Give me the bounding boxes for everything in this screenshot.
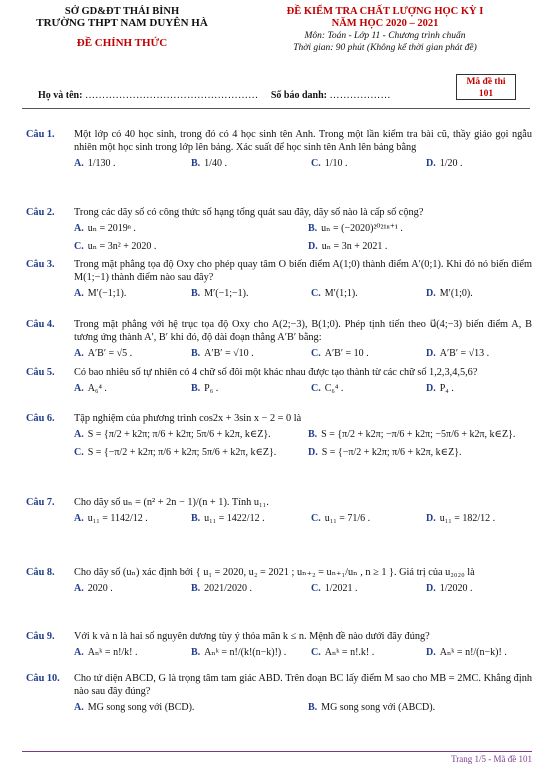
option-letter: B.	[191, 647, 201, 658]
options-grid	[74, 428, 532, 464]
header-divider	[22, 108, 530, 109]
options-row	[74, 701, 532, 717]
option-text: u₁₁ = 71/6 .	[324, 513, 371, 524]
option-d[interactable]	[426, 582, 473, 595]
option-text: A′B′ = √10 .	[204, 348, 254, 359]
footer-divider	[22, 751, 532, 752]
option-c[interactable]	[311, 157, 348, 170]
option-letter: A.	[74, 383, 84, 394]
option-text: S = {−π/2 + k2π; π/6 + k2π; 5π/6 + k2π, k∈Z}.	[87, 447, 277, 458]
option-text: 2020 .	[87, 583, 113, 594]
option-letter: D.	[426, 348, 436, 359]
option-text: Aₙᵏ = n!/(k!(n−k)!) .	[204, 647, 287, 658]
option-letter: B.	[191, 583, 201, 594]
option-letter: B.	[191, 383, 201, 394]
option-letter: B.	[191, 348, 201, 359]
option-a[interactable]	[74, 382, 107, 395]
option-letter: B.	[191, 288, 201, 299]
question-text: Trong các dãy số có công thức số hạng tổng quát sau đây, dãy số nào là cấp số cộng?	[74, 207, 424, 218]
question-text: Cho tứ diện ABCD, G là trọng tâm tam giác ABD. Trên đoạn BC lấy điểm M sao cho MB = 2MC. Khẳng định nào sau đây đúng?	[74, 673, 532, 697]
option-d[interactable]	[426, 382, 454, 395]
question-text: Tập nghiệm của phương trình cos2x + 3sin x − 2 = 0 là	[74, 413, 302, 424]
option-c[interactable]	[311, 512, 370, 525]
option-text: M′(−1;−1).	[204, 288, 249, 299]
option-text: MG song song với (BCD).	[87, 702, 195, 713]
option-letter: D.	[308, 241, 318, 252]
option-text: S = {−π/2 + k2π; π/6 + k2π, k∈Z}.	[321, 447, 462, 458]
option-text: 2021/2020 .	[204, 583, 252, 594]
option-letter: D.	[426, 513, 436, 524]
option-letter: A.	[74, 158, 84, 169]
option-letter: C.	[74, 241, 84, 252]
option-text: M′(1;1).	[324, 288, 358, 299]
option-c[interactable]	[311, 347, 369, 360]
option-text: u₁₁ = 1142/12 .	[87, 513, 148, 524]
option-text: uₙ = 3n² + 2020 .	[87, 241, 157, 252]
option-letter: C.	[311, 383, 321, 394]
options-row	[74, 382, 532, 398]
option-text: 1/20 .	[439, 158, 463, 169]
option-letter: D.	[426, 383, 436, 394]
question-number: Câu 1.	[26, 129, 55, 140]
option-b[interactable]	[308, 428, 515, 441]
option-letter: A.	[74, 513, 84, 524]
option-text: M′(1;0).	[439, 288, 473, 299]
option-text: S = {π/2 + k2π; −π/6 + k2π; −5π/6 + k2π, k∈Z}.	[321, 429, 516, 440]
option-d[interactable]	[308, 240, 387, 253]
option-text: u₁₁ = 182/12 .	[439, 513, 496, 524]
option-text: Aₙᵏ = n!.k! .	[324, 647, 375, 658]
option-text: A′B′ = √13 .	[439, 348, 490, 359]
options-row	[74, 646, 532, 662]
option-b[interactable]	[191, 512, 265, 525]
option-text: MG song song với (ABCD).	[321, 702, 436, 713]
option-text: S = {π/2 + k2π; π/6 + k2π; 5π/6 + k2π, k∈Z}.	[87, 429, 271, 440]
subject-line: Môn: Toán - Lớp 11 - Chương trình chuẩn	[304, 31, 466, 41]
option-text: P₄ .	[439, 383, 454, 394]
option-a[interactable]	[74, 646, 138, 659]
school-name: TRƯỜNG THPT NAM DUYÊN HÀ	[36, 17, 208, 29]
option-a[interactable]	[74, 222, 136, 235]
option-a[interactable]	[74, 157, 116, 170]
option-text: C₆⁴ .	[324, 383, 344, 394]
option-text: u₁₁ = 1422/12 .	[204, 513, 265, 524]
option-letter: A.	[74, 583, 84, 594]
option-b[interactable]	[191, 582, 252, 595]
option-letter: A.	[74, 702, 84, 713]
option-letter: D.	[426, 158, 436, 169]
option-text: uₙ = 2019ⁿ .	[87, 223, 136, 234]
option-a[interactable]	[74, 701, 194, 714]
exam-code: 101	[478, 89, 494, 99]
option-letter: D.	[308, 447, 318, 458]
option-text: P₆ .	[204, 383, 219, 394]
question-text: Cho dãy số uₙ = (n² + 2n − 1)/(n + 1). Tính u₁₁.	[74, 497, 269, 508]
option-letter: B.	[308, 429, 318, 440]
option-a[interactable]	[74, 347, 132, 360]
question-text: Một lớp có 40 học sinh, trong đó có 4 học sinh tên Anh. Trong một lần kiểm tra bài cũ, thầy giáo gọi ngẫu nhiên một học sinh trong lớp lên bảng. Xác suất để học sinh tên Anh lên bảng bằng	[74, 129, 532, 153]
question-text: Có bao nhiêu số tự nhiên có 4 chữ số đôi một khác nhau được tạo thành từ các chữ số 1,2,3,4,5,6?	[74, 367, 478, 378]
question-number: Câu 10.	[26, 673, 60, 684]
exam-code-label: Mã đề thi	[466, 77, 506, 87]
option-letter: C.	[311, 513, 321, 524]
name-label: Họ và tên:	[38, 90, 83, 101]
option-b[interactable]	[308, 701, 435, 714]
question-number: Câu 9.	[26, 631, 55, 642]
question-5	[26, 366, 532, 398]
option-letter: B.	[191, 158, 201, 169]
question-number: Câu 4.	[26, 319, 55, 330]
option-d[interactable]	[426, 347, 489, 360]
option-b[interactable]	[191, 157, 227, 170]
question-1	[26, 128, 532, 173]
name-field[interactable]: ……………………………………………	[84, 90, 259, 101]
option-letter: A.	[74, 288, 84, 299]
option-a[interactable]	[74, 428, 271, 441]
option-c[interactable]	[311, 287, 358, 300]
question-number: Câu 5.	[26, 367, 55, 378]
exam-title: ĐỀ KIỂM TRA CHẤT LƯỢNG HỌC KỲ I	[286, 6, 484, 17]
question-8	[26, 566, 532, 598]
option-letter: C.	[311, 158, 321, 169]
options-row	[74, 512, 532, 528]
option-a[interactable]	[74, 512, 148, 525]
option-letter: D.	[426, 583, 436, 594]
option-a[interactable]	[74, 582, 113, 595]
options-row	[74, 347, 532, 363]
question-number: Câu 7.	[26, 497, 55, 508]
header-left	[22, 6, 222, 49]
option-text: 1/40 .	[204, 158, 227, 169]
option-text: A′B′ = 10 .	[324, 348, 369, 359]
option-c[interactable]	[311, 646, 374, 659]
option-text: A′B′ = √5 .	[87, 348, 133, 359]
option-b[interactable]	[308, 222, 403, 235]
option-d[interactable]	[426, 646, 507, 659]
department-name: SỞ GD&ĐT THÁI BÌNH	[64, 6, 180, 17]
option-a[interactable]	[74, 287, 126, 300]
question-4	[26, 318, 532, 363]
options-row	[74, 582, 532, 598]
school-year: NĂM HỌC 2020 – 2021	[331, 18, 439, 29]
question-number: Câu 8.	[26, 567, 55, 578]
question-number: Câu 6.	[26, 413, 55, 424]
option-letter: B.	[308, 702, 318, 713]
exam-code-box	[456, 74, 516, 100]
option-letter: B.	[191, 513, 201, 524]
option-text: 1/2020 .	[439, 583, 473, 594]
option-d[interactable]	[426, 512, 495, 525]
id-field[interactable]: ………………	[329, 90, 391, 101]
option-text: A₆⁴ .	[87, 383, 107, 394]
option-letter: C.	[311, 583, 321, 594]
option-letter: C.	[311, 647, 321, 658]
question-6	[26, 412, 532, 464]
id-label: Số báo danh:	[270, 90, 327, 101]
option-text: Aₙᵏ = n!/(n−k)! .	[439, 647, 507, 658]
option-d[interactable]	[426, 287, 473, 300]
page-footer: Trang 1/5 - Mã đề 101	[451, 754, 532, 764]
option-text: 1/10 .	[324, 158, 348, 169]
header-right	[240, 6, 530, 54]
option-letter: C.	[74, 447, 84, 458]
option-b[interactable]	[191, 646, 286, 659]
option-b[interactable]	[191, 347, 254, 360]
option-letter: C.	[311, 288, 321, 299]
question-text: Trong mặt phẳng với hệ trục tọa độ Oxy cho A(2;−3), B(1;0). Phép tịnh tiến theo u⃗(4;−3) biến điểm A, B tương ứng thành A′, B′ khi đó, độ dài đoạn thẳng A′B′ bằng:	[74, 319, 532, 343]
option-letter: A.	[74, 647, 84, 658]
option-c[interactable]	[311, 382, 343, 395]
official-label: ĐỀ CHÍNH THỨC	[76, 37, 168, 49]
question-number: Câu 3.	[26, 259, 55, 270]
option-letter: C.	[311, 348, 321, 359]
options-row	[74, 287, 532, 303]
question-3	[26, 258, 532, 303]
question-2	[26, 206, 532, 258]
option-text: 1/2021 .	[324, 583, 358, 594]
option-letter: D.	[426, 288, 436, 299]
time-line: Thời gian: 90 phút (Không kể thời gian phát đề)	[293, 43, 477, 53]
option-text: uₙ = 3n + 2021 .	[321, 241, 388, 252]
question-text: Trong mặt phẳng tọa độ Oxy cho phép quay tâm O biến điểm A(1;0) thành điểm A′(0;1). Khi đó nó biến điểm M(1;−1) thành điểm nào sau đây?	[74, 259, 532, 283]
option-c[interactable]	[74, 240, 156, 253]
question-10	[26, 672, 532, 717]
question-7	[26, 496, 532, 528]
option-c[interactable]	[311, 582, 358, 595]
option-text: uₙ = (−2020)²⁰²¹ⁿ⁺¹ .	[321, 223, 403, 234]
option-d[interactable]	[426, 157, 463, 170]
option-letter: A.	[74, 223, 84, 234]
option-b[interactable]	[191, 382, 218, 395]
option-c[interactable]	[74, 446, 276, 459]
question-9	[26, 630, 532, 662]
options-row	[74, 157, 532, 173]
option-letter: B.	[308, 223, 318, 234]
option-letter: A.	[74, 429, 84, 440]
question-text: Với k và n là hai số nguyên dương tùy ý thỏa mãn k ≤ n. Mệnh đề nào dưới đây đúng?	[74, 631, 430, 642]
student-info-line	[38, 90, 391, 101]
question-text: Cho dãy số (uₙ) xác định bởi { u₁ = 2020, u₂ = 2021 ; uₙ₊₂ = uₙ₊₁/uₙ , n ≥ 1 }. Giá trị của u₂₀₂₀ là	[74, 567, 475, 578]
option-text: 1/130 .	[87, 158, 116, 169]
option-letter: A.	[74, 348, 84, 359]
option-text: Aₙᵏ = n!/k! .	[87, 647, 138, 658]
option-d[interactable]	[308, 446, 462, 459]
option-b[interactable]	[191, 287, 248, 300]
question-number: Câu 2.	[26, 207, 55, 218]
option-letter: D.	[426, 647, 436, 658]
options-grid	[74, 222, 532, 258]
option-text: M′(−1;1).	[87, 288, 127, 299]
